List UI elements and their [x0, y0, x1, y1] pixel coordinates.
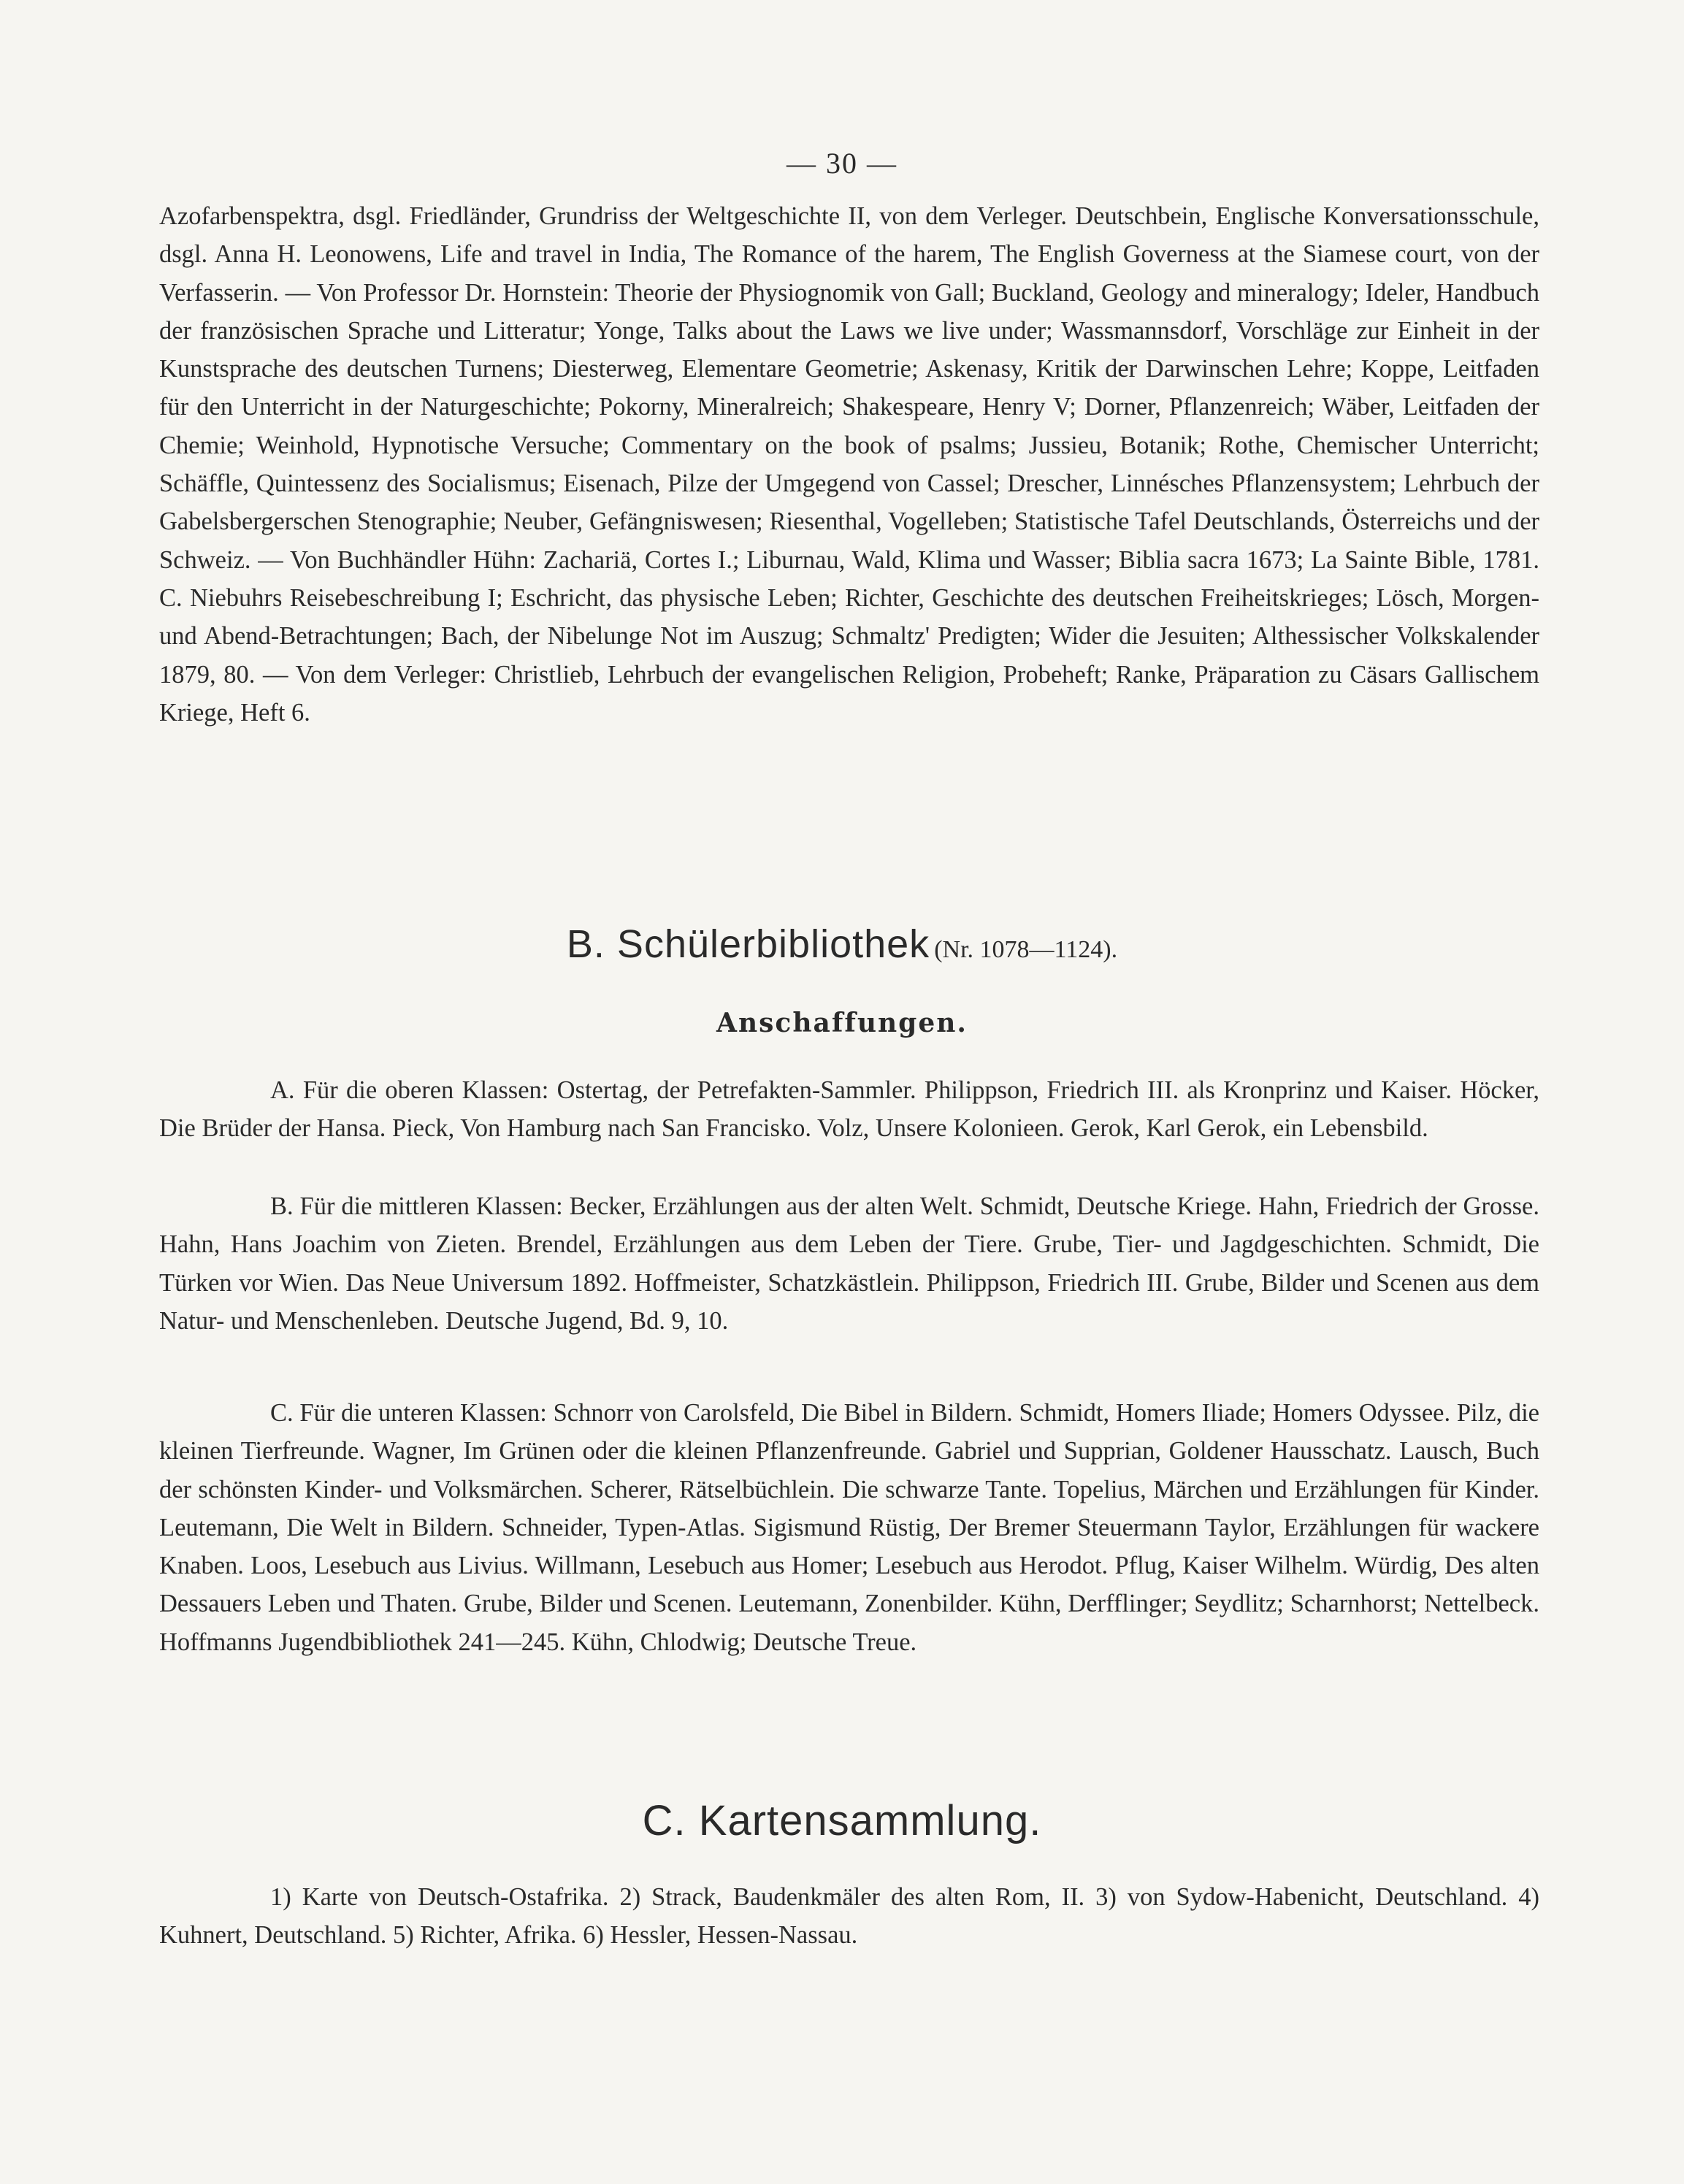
- section-b-subtitle: Anschaffungen.: [716, 1008, 968, 1038]
- paragraph-middle-classes: B. Für die mittleren Klassen: Becker, Erzählungen aus der alten Welt. Schmidt, Deutsche Kriege. Hahn, Friedrich der Grosse. Hahn, Hans Joachim von Zieten. Brendel, Erzählungen aus dem Leben der Tiere. Grube, Tier- und Jagdgeschichten. Schmidt, Die Türken vor Wien. Das Neue Universum 1892. Hoffmeister, Schatzkästlein. Philippson, Friedrich III. Grube, Bilder und Scenen aus dem Natur- und Menschenleben. Deutsche Jugend, Bd. 9, 10.: [159, 1192, 1539, 1335]
- paragraph-lower-classes: C. Für die unteren Klassen: Schnorr von Carolsfeld, Die Bibel in Bildern. Schmidt, Homers Iliade; Homers Odyssee. Pilz, die kleinen Tierfreunde. Wagner, Im Grünen oder die kleinen Pflanzenfreunde. Gabriel und Supprian, Goldener Hausschatz. Lausch, Buch der schönsten Kinder- und Volksmärchen. Scherer, Rätselbüchlein. Die schwarze Tante. Topelius, Märchen und Erzählungen für Kinder. Leutemann, Die Welt in Bildern. Schneider, Typen-Atlas. Sigismund Rüstig, Der Bremer Steuermann Taylor, Erzählungen für wackere Knaben. Loos, Lesebuch aus Livius. Willmann, Lesebuch aus Homer; Lesebuch aus Herodot. Pflug, Kaiser Wilhelm. Würdig, Des alten Dessauers Leben und Thaten. Grube, Bilder und Scenen. Leutemann, Zonenbilder. Kühn, Derfflinger; Seydlitz; Scharnhorst; Nettelbeck. Hoffmanns Jugendbibliothek 241—245. Kühn, Chlodwig; Deutsche Treue.: [159, 1399, 1539, 1656]
- intro-paragraph: Azofarbenspektra, dsgl. Friedländer, Grundriss der Weltgeschichte II, von dem Verleger. Deutschbein, Englische Konversationsschule, dsgl. Anna H. Leonowens, Life and travel in India, The Romance of the harem, The English Governess at the Siamese court, von der Verfasserin. — Von Professor Dr. Hornstein: Theorie der Physiognomik von Gall; Buckland, Geology and mineralogy; Ideler, Handbuch der französischen Sprache und Litteratur; Yonge, Talks about the Laws we live under; Wassmannsdorf, Vorschläge zur Einheit in der Kunstsprache des deutschen Turnens; Diesterweg, Elementare Geometrie; Askenasy, Kritik der Darwinschen Lehre; Koppe, Leitfaden für den Unterricht in der Naturgeschichte; Pokorny, Mineralreich; Shakespeare, Henry V; Dorner, Pflanzenreich; Wäber, Leitfaden der Chemie; Weinhold, Hypnotische Versuche; Commentary on the book of psalms; Jussieu, Botanik; Rothe, Chemischer Unterricht; Schäffle, Quintessenz des Socialismus; Eisenach, Pilze der Umgegend von Cassel; Drescher, Linnésches Pflanzensystem; Lehrbuch der Gabelsbergerschen Stenographie; Neuber, Gefängniswesen; Riesenthal, Vogelleben; Statistische Tafel Deutschlands, Österreichs und der Schweiz. — Von Buchhändler Hühn: Zachariä, Cortes I.; Liburnau, Wald, Klima und Wasser; Biblia sacra 1673; La Sainte Bible, 1781. C. Niebuhrs Reisebeschreibung I; Eschricht, das physische Leben; Richter, Geschichte des deutschen Freiheitskrieges; Lösch, Morgen- und Abend-Betrachtungen; Bach, der Nibelunge Not im Auszug; Schmaltz' Predigten; Wider die Jesuiten; Althessischer Volkskalender 1879, 80. — Von dem Verleger: Christlieb, Lehrbuch der evangelischen Religion, Probeheft; Ranke, Präparation zu Cäsars Gallischem Kriege, Heft 6.: [159, 202, 1539, 727]
- map-collection-paragraph: 1) Karte von Deutsch-Ostafrika. 2) Strack, Baudenkmäler des alten Rom, II. 3) von Sydow-Habenicht, Deutschland. 4) Kuhnert, Deutschland. 5) Richter, Afrika. 6) Hessler, Hessen-Nassau.: [159, 1883, 1539, 1950]
- section-b-range: (Nr. 1078—1124).: [934, 936, 1118, 963]
- page-number: — 30 —: [786, 147, 898, 180]
- section-c-title: C. Kartensammlung.: [642, 1797, 1042, 1844]
- section-b-title: B. Schülerbibliothek: [566, 922, 930, 966]
- paragraph-upper-classes: A. Für die oberen Klassen: Ostertag, der Petrefakten-Sammler. Philippson, Friedrich III. als Kronprinz und Kaiser. Höcker, Die Brüder der Hansa. Pieck, Von Hamburg nach San Francisko. Volz, Unsere Kolonieen. Gerok, Karl Gerok, ein Lebensbild.: [159, 1076, 1539, 1143]
- section-b-heading: [0, 922, 1684, 967]
